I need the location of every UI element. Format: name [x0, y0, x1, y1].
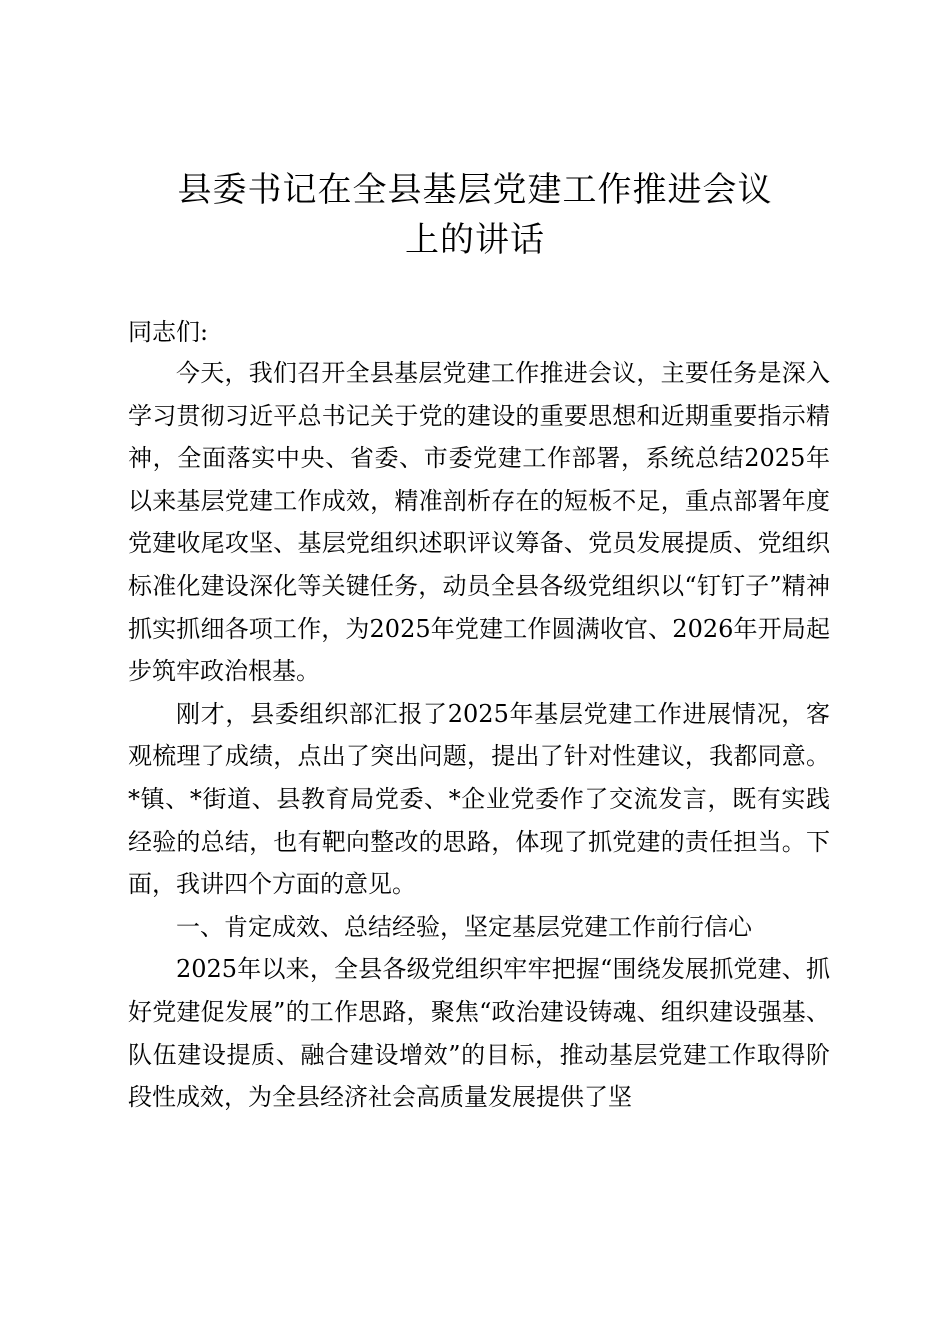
- title-line-1: 县委书记在全县基层党建工作推进会议: [177, 170, 773, 210]
- section-heading-1: 一、肯定成效、总结经验，坚定基层党建工作前行信心: [176, 912, 752, 941]
- paragraph-review: 刚才，县委组织部汇报了2025年基层党建工作进展情况，客观梳理了成绩，点出了突出问题，提出了针对性建议，我都同意。*镇、*街道、县教育局党委、*企业党委作了交流发言，既有实践经验的总结，也有靶向整改的思路，体现了抓党建的责任担当。下面，我讲四个方面的意见。: [128, 699, 830, 899]
- paragraph-section-1: 2025年以来，全县各级党组织牢牢把握“围绕发展抓党建、抓好党建促发展”的工作思路，聚焦“政治建设铸魂、组织建设强基、队伍建设提质、融合建设增效”的目标，推动基层党建工作取得阶段性成效，为全县经济社会高质量发展提供了坚: [128, 955, 830, 1112]
- title-line-2: 上的讲话: [405, 220, 545, 260]
- salutation: 同志们:: [128, 318, 209, 346]
- document-body: [128, 352, 830, 1119]
- document-title: [0, 165, 950, 265]
- paragraph-opening: 今天，我们召开全县基层党建工作推进会议，主要任务是深入学习贯彻习近平总书记关于党的建设的重要思想和近期重要指示精神，全面落实中央、省委、市委党建工作部署，系统总结2025年以来基层党建工作成效，精准剖析存在的短板不足，重点部署年度党建收尾攻坚、基层党组织述职评议筹备、党员发展提质、党组织标准化建设深化等关键任务，动员全县各级党组织以“钉钉子”精神抓实抓细各项工作，为2025年党建工作圆满收官、2026年开局起步筑牢政治根基。: [128, 359, 830, 686]
